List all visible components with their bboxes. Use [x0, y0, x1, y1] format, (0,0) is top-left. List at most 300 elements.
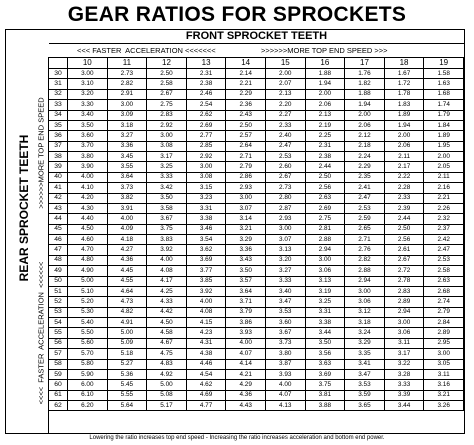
front-teeth-header: 15 [265, 58, 305, 69]
footer-note: Lowering the ratio increases top end speed - Increasing the ratio increases acceleration and bottom end power. [89, 435, 385, 441]
ratio-cell: 2.63 [424, 276, 464, 286]
ratio-cell: 2.73 [107, 69, 147, 79]
rear-teeth-cell: 58 [49, 359, 68, 369]
corner-cell [49, 58, 68, 69]
rear-teeth-cell: 59 [49, 369, 68, 379]
rear-teeth-cell: 60 [49, 380, 68, 390]
ratio-cell: 2.64 [226, 141, 266, 151]
ratio-cell: 4.18 [107, 235, 147, 245]
ratio-cell: 3.67 [147, 214, 187, 224]
ratio-cell: 3.44 [305, 328, 345, 338]
ratio-cell: 3.13 [265, 245, 305, 255]
ratio-cell: 4.46 [186, 359, 226, 369]
table-row [49, 390, 464, 400]
ratio-cell: 2.93 [265, 214, 305, 224]
table-row [49, 369, 464, 379]
ratio-cell: 2.20 [265, 100, 305, 110]
top-speed-side-hint-box [34, 68, 48, 238]
rear-teeth-cell: 32 [49, 89, 68, 99]
table-row [49, 120, 464, 130]
ratio-cell: 3.27 [107, 131, 147, 141]
top-speed-side-hint: >>>>>>MORE TOP END SPEED [36, 97, 46, 209]
rear-teeth-cell: 31 [49, 79, 68, 89]
ratio-cell: 2.18 [345, 141, 385, 151]
rear-teeth-cell: 62 [49, 401, 68, 411]
ratio-cell: 2.13 [265, 89, 305, 99]
ratio-cell: 5.10 [68, 286, 108, 296]
ratio-cell: 3.06 [305, 266, 345, 276]
ratio-cell: 3.30 [68, 100, 108, 110]
table-row [49, 266, 464, 276]
ratio-cell: 1.76 [345, 69, 385, 79]
table-row [49, 359, 464, 369]
ratio-cell: 2.57 [226, 131, 266, 141]
table-row [49, 318, 464, 328]
rear-teeth-cell: 46 [49, 235, 68, 245]
ratio-cell: 2.40 [265, 131, 305, 141]
ratio-cell: 4.62 [186, 380, 226, 390]
ratio-cell: 5.27 [107, 359, 147, 369]
ratio-cell: 2.88 [305, 235, 345, 245]
ratio-cell: 2.83 [147, 110, 187, 120]
ratio-cell: 3.91 [107, 203, 147, 213]
ratio-cell: 3.00 [265, 224, 305, 234]
ratio-cell: 3.54 [186, 235, 226, 245]
rear-teeth-cell: 43 [49, 203, 68, 213]
ratio-cell: 2.67 [265, 172, 305, 182]
ratio-cell: 4.27 [107, 245, 147, 255]
ratio-cell: 2.94 [345, 276, 385, 286]
ratio-cell: 3.13 [305, 276, 345, 286]
ratio-cell: 3.73 [265, 338, 305, 348]
rear-teeth-cell: 47 [49, 245, 68, 255]
ratio-cell: 4.13 [265, 401, 305, 411]
ratio-rows [49, 69, 464, 411]
rear-teeth-cell: 51 [49, 286, 68, 296]
ratio-cell: 4.33 [147, 297, 187, 307]
ratio-cell: 4.75 [147, 349, 187, 359]
ratio-cell: 2.65 [345, 224, 385, 234]
table-row [49, 89, 464, 99]
ratio-cell: 2.38 [186, 79, 226, 89]
front-teeth-header: 14 [226, 58, 266, 69]
ratio-cell: 3.00 [424, 349, 464, 359]
ratio-cell: 4.92 [147, 369, 187, 379]
ratio-cell: 4.40 [68, 214, 108, 224]
ratio-cell: 3.64 [107, 172, 147, 182]
ratio-cell: 4.00 [68, 172, 108, 182]
chart-title: GEAR RATIOS FOR SPROCKETS [67, 3, 407, 26]
ratio-cell: 5.30 [68, 307, 108, 317]
ratio-cell: 4.14 [226, 359, 266, 369]
ratio-cell: 5.50 [68, 328, 108, 338]
ratio-cell: 2.59 [345, 214, 385, 224]
ratio-cell: 2.42 [424, 235, 464, 245]
ratio-cell: 3.20 [265, 255, 305, 265]
ratio-cell: 3.45 [107, 152, 147, 162]
ratio-cell: 2.76 [345, 245, 385, 255]
ratio-cell: 4.07 [226, 349, 266, 359]
ratio-cell: 3.07 [265, 235, 305, 245]
ratio-cell: 1.67 [384, 69, 424, 79]
ratio-cell: 2.50 [147, 69, 187, 79]
ratio-cell: 3.50 [68, 120, 108, 130]
ratio-cell: 3.23 [186, 193, 226, 203]
ratio-cell: 4.54 [186, 369, 226, 379]
ratio-cell: 2.67 [384, 255, 424, 265]
ratio-cell: 4.00 [147, 255, 187, 265]
ratio-cell: 2.89 [384, 297, 424, 307]
ratio-cell: 4.90 [68, 266, 108, 276]
ratio-cell: 2.83 [384, 286, 424, 296]
table-row [49, 307, 464, 317]
ratio-cell: 2.31 [186, 69, 226, 79]
ratio-cell: 1.89 [384, 110, 424, 120]
ratio-cell: 2.29 [345, 162, 385, 172]
ratio-cell: 4.10 [68, 183, 108, 193]
table-row [49, 183, 464, 193]
rear-teeth-cell: 34 [49, 110, 68, 120]
ratio-cell: 2.43 [226, 110, 266, 120]
ratio-cell: 3.33 [147, 172, 187, 182]
ratio-cell: 2.50 [384, 224, 424, 234]
ratio-cell: 3.28 [384, 369, 424, 379]
ratio-cell: 2.37 [424, 224, 464, 234]
ratio-cell: 5.08 [147, 390, 187, 400]
ratio-cell: 3.92 [186, 286, 226, 296]
ratio-cell: 2.82 [107, 79, 147, 89]
ratio-cell: 5.09 [107, 338, 147, 348]
ratio-cell: 1.63 [424, 79, 464, 89]
ratio-cell: 2.28 [384, 183, 424, 193]
table-row [49, 214, 464, 224]
ratio-cell: 3.07 [226, 203, 266, 213]
ratio-cell: 2.05 [424, 162, 464, 172]
ratio-cell: 2.33 [384, 193, 424, 203]
ratio-cell: 2.19 [305, 120, 345, 130]
table-row [49, 193, 464, 203]
rear-teeth-cell: 49 [49, 266, 68, 276]
ratio-cell: 3.50 [305, 338, 345, 348]
ratio-cell: 2.75 [305, 214, 345, 224]
ratio-cell: 2.47 [424, 245, 464, 255]
rear-teeth-cell: 36 [49, 131, 68, 141]
ratio-cell: 3.31 [305, 307, 345, 317]
ratio-cell: 3.79 [226, 307, 266, 317]
ratio-cell: 3.33 [265, 276, 305, 286]
ratio-cell: 2.22 [384, 172, 424, 182]
ratio-cell: 2.07 [265, 79, 305, 89]
table-row [49, 172, 464, 182]
ratio-cell: 6.00 [68, 380, 108, 390]
rear-teeth-cell: 61 [49, 390, 68, 400]
ratio-cell: 2.92 [186, 152, 226, 162]
ratio-cell: 3.77 [186, 266, 226, 276]
ratio-cell: 5.00 [68, 276, 108, 286]
ratio-cell: 5.00 [147, 380, 187, 390]
ratio-cell: 4.58 [147, 328, 187, 338]
ratio-cell: 2.88 [345, 266, 385, 276]
ratio-cell: 2.47 [265, 141, 305, 151]
ratio-cell: 2.26 [424, 203, 464, 213]
rear-label-column [6, 58, 49, 433]
ratio-cell: 4.00 [226, 338, 266, 348]
ratio-cell: 3.43 [226, 255, 266, 265]
ratio-cell: 4.77 [186, 401, 226, 411]
hint-row [49, 43, 464, 58]
ratio-cell: 4.36 [226, 390, 266, 400]
ratio-cell: 2.92 [147, 120, 187, 130]
ratio-cell: 3.20 [68, 89, 108, 99]
ratio-cell: 3.59 [345, 390, 385, 400]
ratio-cell: 4.83 [147, 359, 187, 369]
ratio-cell: 2.91 [107, 89, 147, 99]
table-row [49, 276, 464, 286]
ratio-cell: 5.00 [107, 328, 147, 338]
ratio-cell: 3.14 [226, 214, 266, 224]
ratio-cell: 3.00 [345, 286, 385, 296]
ratio-cell: 2.58 [147, 79, 187, 89]
ratio-cell: 3.69 [305, 369, 345, 379]
table-row [49, 401, 464, 411]
table-row [49, 152, 464, 162]
ratio-cell: 3.27 [265, 266, 305, 276]
gear-ratio-sheet [5, 29, 465, 434]
rear-teeth-cell: 37 [49, 141, 68, 151]
rear-teeth-cell: 57 [49, 349, 68, 359]
ratio-cell: 3.93 [265, 369, 305, 379]
ratio-cell: 2.73 [265, 183, 305, 193]
ratio-cell: 3.35 [345, 349, 385, 359]
ratio-cell: 3.36 [107, 141, 147, 151]
ratio-cell: 3.38 [305, 318, 345, 328]
ratio-cell: 3.53 [265, 307, 305, 317]
ratio-cell: 2.63 [305, 193, 345, 203]
ratio-cell: 3.31 [186, 203, 226, 213]
ratio-cell: 5.70 [68, 349, 108, 359]
table-row [49, 235, 464, 245]
ratio-cell: 2.72 [384, 266, 424, 276]
ratio-cell: 2.60 [265, 162, 305, 172]
table-row [49, 286, 464, 296]
ratio-cell: 2.25 [305, 131, 345, 141]
ratio-cell: 3.26 [424, 401, 464, 411]
ratio-cell: 2.86 [226, 172, 266, 182]
ratio-cell: 5.80 [68, 359, 108, 369]
ratio-cell: 3.75 [147, 224, 187, 234]
rear-teeth-cell: 42 [49, 193, 68, 203]
ratio-cell: 2.00 [305, 89, 345, 99]
rear-teeth-cell: 45 [49, 224, 68, 234]
table-row [49, 297, 464, 307]
table-row [49, 255, 464, 265]
table-row [49, 100, 464, 110]
ratio-cell: 4.73 [107, 297, 147, 307]
ratio-cell: 3.00 [186, 162, 226, 172]
ratio-cell: 2.77 [186, 131, 226, 141]
ratio-cell: 1.94 [305, 79, 345, 89]
ratio-cell: 4.60 [68, 235, 108, 245]
ratio-cell: 2.50 [305, 172, 345, 182]
ratio-cell: 3.12 [345, 307, 385, 317]
ratio-cell: 3.93 [226, 328, 266, 338]
ratio-cell: 3.62 [186, 245, 226, 255]
front-teeth-header: 11 [107, 58, 147, 69]
ratio-cell: 3.53 [345, 380, 385, 390]
ratio-cell: 2.84 [424, 318, 464, 328]
ratio-cell: 2.29 [226, 89, 266, 99]
ratio-cell: 3.18 [107, 120, 147, 130]
ratio-cell: 3.70 [68, 141, 108, 151]
ratio-cell: 1.89 [424, 131, 464, 141]
ratio-cell: 3.39 [384, 390, 424, 400]
ratio-cell: 4.30 [68, 203, 108, 213]
ratio-cell: 2.06 [305, 100, 345, 110]
rear-teeth-cell: 38 [49, 152, 68, 162]
ratio-cell: 2.82 [345, 255, 385, 265]
ratio-cell: 2.12 [345, 131, 385, 141]
ratio-cell: 3.47 [265, 297, 305, 307]
ratio-cell: 2.33 [265, 120, 305, 130]
ratio-cell: 2.06 [384, 141, 424, 151]
ratio-cell: 2.56 [305, 183, 345, 193]
ratio-cell: 4.20 [68, 193, 108, 203]
table-row [49, 245, 464, 255]
ratio-cell: 3.46 [186, 224, 226, 234]
ratio-cell: 1.94 [384, 120, 424, 130]
ratio-cell: 3.82 [107, 193, 147, 203]
ratio-cell: 4.25 [147, 286, 187, 296]
ratio-cell: 3.56 [305, 349, 345, 359]
ratio-cell: 1.78 [384, 89, 424, 99]
ratio-cell: 4.08 [147, 266, 187, 276]
ratio-cell: 4.50 [68, 224, 108, 234]
ratio-cell: 3.64 [226, 286, 266, 296]
ratio-cell: 4.67 [147, 338, 187, 348]
ratio-cell: 3.60 [68, 131, 108, 141]
table-row [49, 131, 464, 141]
ratio-cell: 2.93 [226, 183, 266, 193]
ratio-cell: 4.23 [186, 328, 226, 338]
ratio-cell: 1.95 [424, 141, 464, 151]
ratio-cell: 3.19 [305, 286, 345, 296]
ratio-cell: 2.78 [384, 276, 424, 286]
ratio-cell: 5.64 [107, 401, 147, 411]
ratio-cell: 4.55 [107, 276, 147, 286]
ratio-cell: 3.92 [147, 245, 187, 255]
rear-teeth-cell: 35 [49, 120, 68, 130]
ratio-cell: 2.00 [345, 110, 385, 120]
ratio-cell: 4.45 [107, 266, 147, 276]
ratio-cell: 3.22 [384, 359, 424, 369]
ratio-cell: 3.55 [107, 162, 147, 172]
front-teeth-header: 16 [305, 58, 345, 69]
rear-teeth-cell: 52 [49, 297, 68, 307]
rear-teeth-cell: 54 [49, 318, 68, 328]
ratio-cell: 3.73 [107, 183, 147, 193]
ratio-cell: 1.74 [424, 100, 464, 110]
table-row [49, 224, 464, 234]
ratio-cell: 1.83 [384, 100, 424, 110]
front-sprocket-label: FRONT SPROCKET TEETH [185, 30, 328, 42]
table-row [49, 203, 464, 213]
ratio-cell: 3.80 [68, 152, 108, 162]
ratio-cell: 4.07 [265, 390, 305, 400]
ratio-cell: 2.21 [226, 79, 266, 89]
ratio-cell: 3.08 [186, 172, 226, 182]
top-speed-hint: >>>>>>MORE TOP END SPEED >>> [261, 46, 388, 55]
ratio-cell: 3.18 [345, 318, 385, 328]
ratio-cell: 3.08 [147, 141, 187, 151]
ratio-cell: 3.75 [305, 380, 345, 390]
ratio-cell: 2.00 [424, 152, 464, 162]
rear-teeth-cell: 41 [49, 183, 68, 193]
ratio-cell: 2.54 [186, 100, 226, 110]
ratio-cell: 2.94 [384, 307, 424, 317]
ratio-cell: 6.20 [68, 401, 108, 411]
ratio-cell: 3.50 [147, 193, 187, 203]
table-row [49, 141, 464, 151]
ratio-cell: 1.82 [345, 79, 385, 89]
ratio-cell: 3.11 [384, 338, 424, 348]
front-teeth-header: 17 [345, 58, 385, 69]
ratio-cell: 5.55 [107, 390, 147, 400]
ratio-cell: 4.91 [107, 318, 147, 328]
front-teeth-header: 12 [147, 58, 187, 69]
ratio-cell: 3.00 [226, 193, 266, 203]
ratio-cell: 1.88 [345, 89, 385, 99]
ratio-cell: 5.17 [147, 401, 187, 411]
ratio-cell: 2.79 [226, 162, 266, 172]
ratio-cell: 3.90 [68, 162, 108, 172]
ratio-cell: 3.25 [305, 297, 345, 307]
ratio-cell: 3.41 [345, 359, 385, 369]
ratio-cell: 3.87 [265, 359, 305, 369]
ratio-cell: 1.58 [424, 69, 464, 79]
ratio-cell: 2.39 [384, 203, 424, 213]
rear-teeth-cell: 44 [49, 214, 68, 224]
ratio-cell: 3.33 [384, 380, 424, 390]
ratio-cell: 3.40 [265, 286, 305, 296]
rear-teeth-cell: 53 [49, 307, 68, 317]
table-row [49, 328, 464, 338]
ratio-cell: 2.21 [424, 193, 464, 203]
ratio-cell: 2.17 [384, 162, 424, 172]
ratio-cell: 3.29 [345, 338, 385, 348]
ratio-cell: 3.83 [147, 235, 187, 245]
ratio-cell: 2.62 [186, 110, 226, 120]
front-teeth-header: 18 [384, 58, 424, 69]
ratio-cell: 2.85 [186, 141, 226, 151]
rear-teeth-cell: 48 [49, 255, 68, 265]
ratio-cell: 3.86 [226, 318, 266, 328]
ratio-cell: 4.38 [186, 349, 226, 359]
ratio-cell: 2.89 [424, 328, 464, 338]
ratio-cell: 4.00 [107, 214, 147, 224]
rear-teeth-cell: 39 [49, 162, 68, 172]
table-row [49, 338, 464, 348]
ratio-cell: 3.00 [107, 100, 147, 110]
ratio-cell: 3.81 [305, 390, 345, 400]
ratio-cell: 3.69 [186, 255, 226, 265]
ratio-cell: 1.79 [424, 110, 464, 120]
ratio-cell: 4.50 [147, 318, 187, 328]
ratio-cell: 4.64 [107, 286, 147, 296]
faster-acceleration-hint: <<< FASTER ACCELERATION <<<<<<< [77, 46, 216, 55]
faster-side-hint: <<<< FASTER ACCELERATION <<<<<< [36, 261, 46, 405]
ratio-cell: 3.15 [186, 183, 226, 193]
ratio-cell: 4.31 [186, 338, 226, 348]
